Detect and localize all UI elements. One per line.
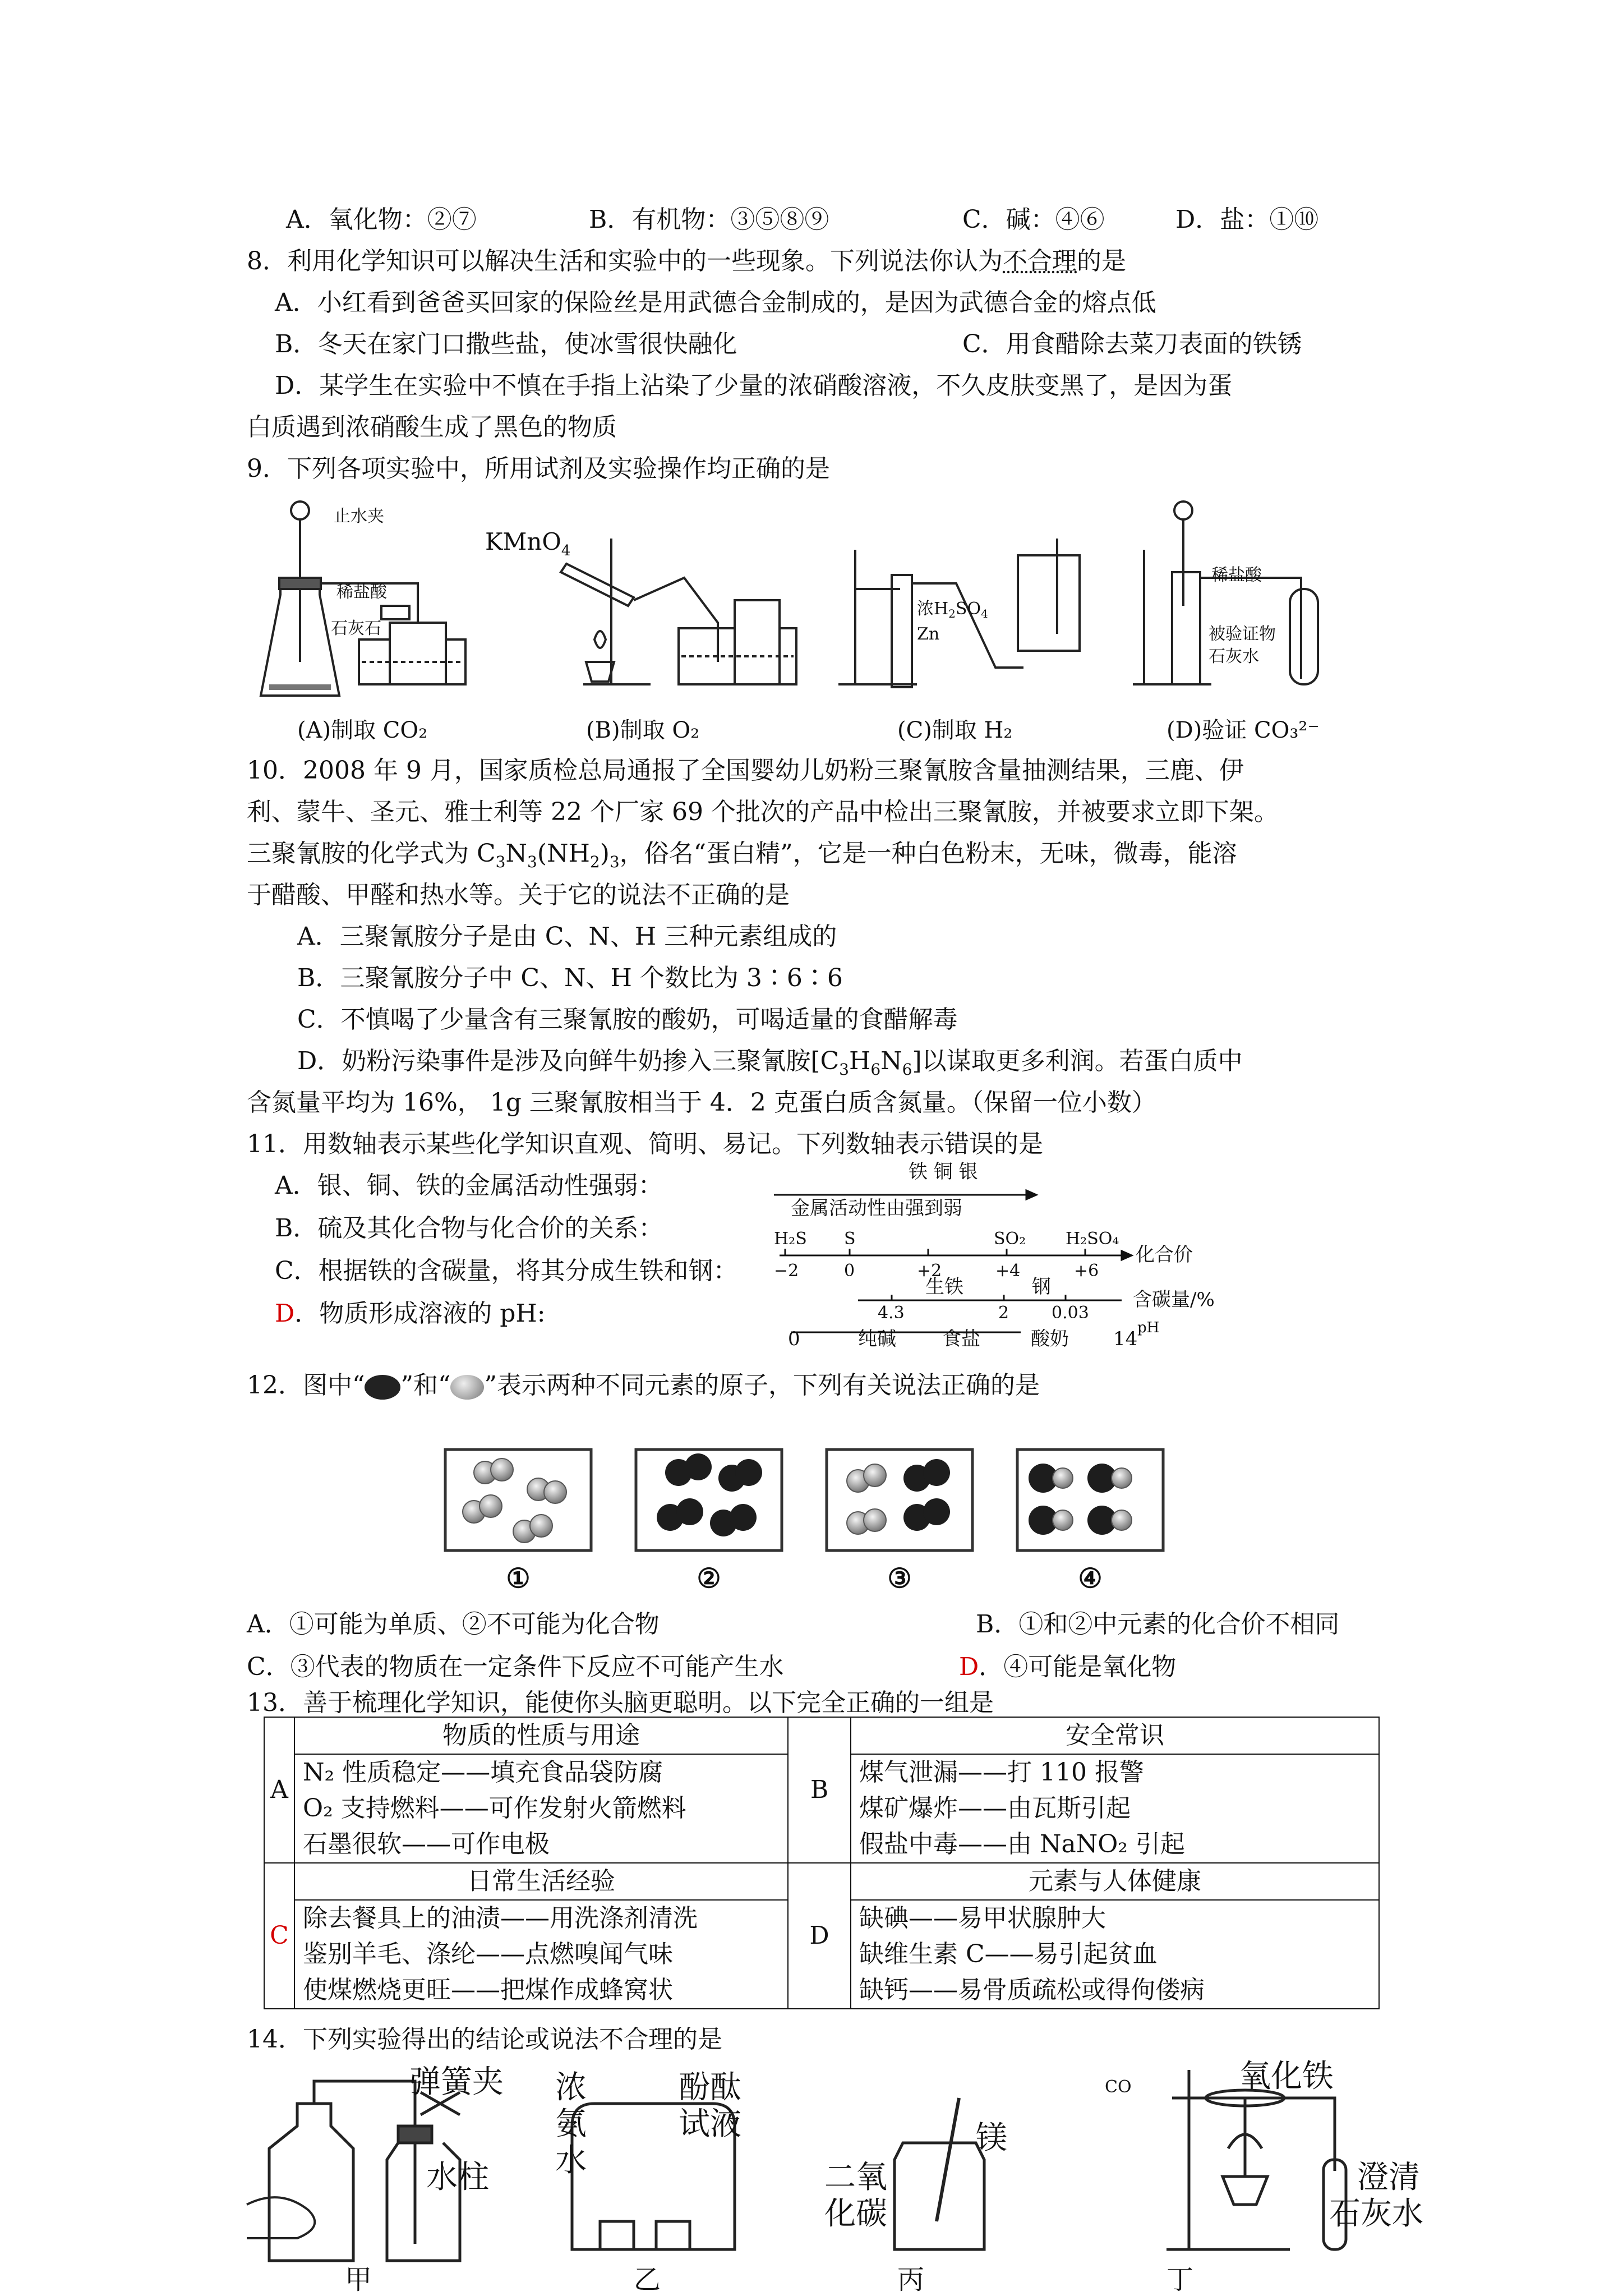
q14-stem: 14．下列实验得出的结论或说法不合理的是 [247,2025,722,2054]
q13-knowledge-table [264,1717,1380,2009]
label-ammonia-2: 氨 [555,2106,587,2142]
q12-option-d: D．④可能是氧化物 [959,1653,1177,1681]
label-acid: 稀盐酸 [336,582,387,602]
label-limestone: 石灰石 [331,619,381,638]
axis-b-value-2: +2 [917,1261,942,1281]
axis-b-label: 化合价 [1136,1244,1193,1266]
q12-stem: 12．图中“ ”和“ ”表示两种不同元素的原子，下列有关说法正确的是 [247,1371,1040,1400]
label-co2-1: 二氧 [824,2159,887,2196]
q14-experiment-figure [247,2058,1423,2295]
axis-d-item-2: 酸奶 [1031,1328,1069,1350]
axis-d-item-1: 食盐 [942,1328,980,1350]
q11-stem: 11．用数轴表示某些化学知识直观、简明、易记。下列数轴表示错误的是 [247,1130,1043,1158]
q10-option-a: A．三聚氰胺分子是由 C、N、H 三种元素组成的 [297,922,837,951]
q13-cell-b: 煤气泄漏——打 110 报警 煤矿爆炸——由瓦斯引起 假盐中毒——由 NaNO₂ 引起 [851,1754,1379,1863]
label-phenol-1: 酚酞 [679,2069,741,2106]
axis-b-species-0: H₂S [774,1229,807,1249]
axis-c-top2: 钢 [1032,1276,1051,1298]
axis-c-value-0: 4.3 [878,1303,905,1323]
q8-option-c: C．用食醋除去菜刀表面的铁锈 [962,330,1302,358]
label-co2-2: 化碳 [824,2196,887,2232]
box-label-2: ② [697,1563,721,1594]
q13-head-c: 日常生活经验 [294,1863,788,1900]
q8-option-b: B．冬天在家门口撒些盐，使冰雪很快融化 [275,330,737,358]
q7-option-d: D．盐：①⑩ [1175,205,1319,234]
q13-label-b: B [788,1717,851,1863]
axis-c-value-1: 2 [998,1303,1009,1323]
q12-option-c: C．③代表的物质在一定条件下反应不可能产生水 [247,1653,784,1681]
label-lime-2: 石灰水 [1329,2196,1423,2232]
axis-d-start: 0 [788,1328,800,1350]
q7-option-a: A．氧化物：②⑦ [286,205,477,234]
q11-option-c: C．根据铁的含碳量，将其分成生铁和钢： [275,1257,738,1285]
q8-stem-underlined: 不合理 [1003,247,1077,275]
label-conc-h2so4: 浓$H_2SO_4$ [917,599,988,620]
q10-option-c: C．不慎喝了少量含有三聚氰胺的酸奶，可喝适量的食醋解毒 [297,1005,958,1034]
q11-option-d-letter: D [275,1299,295,1328]
axis-d-end: 14 [1113,1328,1138,1350]
label-phenol-2: 试液 [679,2106,741,2142]
q8-stem-suffix: 的是 [1077,247,1126,275]
axis-b-value-4: +6 [1074,1261,1099,1281]
axis-c-value-2: 0.03 [1052,1303,1089,1323]
q13-head-d: 元素与人体健康 [851,1863,1379,1900]
q10-line3: 三聚氰胺的化学式为 $C_3N_3(NH_2)_3$，俗名“蛋白精”，它是一种白色粉末，无味，微毒，能溶 [247,839,1237,871]
experiment-bing [895,2098,984,2249]
q8-stem-prefix: 8．利用化学知识可以解决生活和实验中的一些现象。下列说法你认为 [247,247,1003,275]
label-sample: 被验证物 [1209,624,1276,644]
caption-ding: 丁 [1166,2264,1194,2295]
q9-caption-c: (C)制取 H₂ [897,717,1013,743]
q12-option-a: A．①可能为单质、②不可能为化合物 [247,1610,660,1639]
q12-option-d-letter: D [959,1653,979,1681]
axis-d-item-0: 纯碱 [858,1328,896,1350]
label-lime-1: 澄清 [1357,2159,1420,2196]
caption-yi: 乙 [634,2264,661,2295]
q10-option-d-line2: 含氮量平均为 16%， 1g 三聚氰胺相当于 4．2 克蛋白质含氮量。（保留一位小数） [247,1088,1156,1117]
q12-option-b: B．①和②中元素的化合价不相同 [976,1610,1340,1639]
q10-option-b: B．三聚氰胺分子中 C、N、H 个数比为 3∶6∶6 [297,964,843,992]
q7-option-c: C．碱：④⑥ [962,205,1105,234]
q13-cell-c: 除去餐具上的油渍——用洗涤剂清洗 鉴别羊毛、涤纶——点燃嗅闻气味 使煤燃烧更旺——把煤作成蜂窝状 [294,1900,788,2009]
axis-b-value-1: 0 [844,1261,855,1281]
label-fe2o3: 氧化铁 [1239,2058,1334,2095]
axis-b-species-3: H₂SO₄ [1066,1229,1119,1249]
axis-a-top: 铁 铜 银 [909,1161,978,1183]
q9-stem: 9．下列各项实验中，所用试剂及实验操作均正确的是 [247,454,830,483]
q8-option-d-line2: 白质遇到浓硝酸生成了黑色的物质 [247,413,617,441]
label-clamp: 止水夹 [334,507,384,526]
q10-line4: 于醋酸、甲醛和热水等。关于它的说法不正确的是 [247,881,790,909]
box-label-1: ① [506,1563,531,1594]
q7-option-b: B．有机物：③⑤⑧⑨ [589,205,829,234]
label-acid-d: 稀盐酸 [1211,565,1262,585]
axis-b-species-2: SO₂ [994,1229,1026,1249]
grey-atom-icon [450,1375,484,1400]
q8-option-d-line1: D．某学生在实验中不慎在手指上沾染了少量的浓硝酸溶液，不久皮肤变黑了，是因为蛋 [275,371,1233,400]
label-limewater: 石灰水 [1209,647,1259,666]
axis-a-bottom: 金属活动性由强到弱 [791,1197,962,1220]
q13-label-d: D [788,1863,851,2009]
label-mg: 镁 [976,2120,1007,2156]
q11-number-lines [774,1150,1256,1350]
label-ammonia-3: 水 [555,2142,587,2179]
q10-line2: 利、蒙牛、圣元、雅士利等 22 个厂家 69 个批次的产品中检出三聚氰胺，并被要求立即下架。 [247,798,1279,826]
q12-molecule-boxes [443,1447,1183,1604]
q13-cell-a: N₂ 性质稳定——填充食品袋防腐 O₂ 支持燃料——可作发射火箭燃料 石墨很软——可作电极 [294,1754,788,1863]
q13-head-b: 安全常识 [851,1717,1379,1754]
q13-stem: 13．善于梳理化学知识，能使你头脑更聪明。以下完全正确的一组是 [247,1688,994,1717]
axis-c-top1: 生铁 [925,1276,963,1298]
q9-caption-a: (A)制取 CO₂ [297,717,428,743]
q11-option-b: B．硫及其化合物与化合价的关系： [275,1214,663,1243]
axis-b-value-3: +4 [995,1261,1021,1281]
label-zn: Zn [917,624,940,644]
caption-jia: 甲 [345,2264,372,2295]
axis-b-value-0: −2 [774,1261,799,1281]
box-label-3: ③ [887,1563,912,1594]
experiment-ding [1166,2070,1346,2249]
label-water-column: 水柱 [426,2159,489,2196]
axis-b-species-1: S [844,1229,856,1249]
q9-caption-b: (B)制取 O₂ [586,717,700,743]
axis-c-label: 含碳量/% [1133,1289,1215,1311]
q13-head-a: 物质的性质与用途 [294,1717,788,1754]
q13-label-a: A [264,1717,294,1863]
q10-line1: 10．2008 年 9 月，国家质检总局通报了全国婴幼儿奶粉三聚氰胺含量抽测结果，三鹿、伊 [247,756,1244,785]
label-spring-clamp: 弹簧夹 [409,2064,504,2100]
q8-stem [247,245,1126,278]
q8-option-a: A．小红看到爸爸买回家的保险丝是用武德合金制成的，是因为武德合金的熔点低 [275,288,1156,317]
q11-option-a: A．银、铜、铁的金属活动性强弱： [275,1171,663,1200]
axis-d-label: pH [1137,1319,1160,1336]
label-ammonia-1: 浓 [555,2069,587,2106]
black-atom-icon [365,1375,400,1400]
q13-cell-d: 缺碘——易甲状腺肿大 缺维生素 C——易引起贫血 缺钙——易骨质疏松或得佝偻病 [851,1900,1379,2009]
apparatus-b-o2 [561,539,796,684]
q9-caption-d: (D)验证 CO₃²⁻ [1166,717,1320,743]
q11-option-d: D．物质形成溶液的 pH: [275,1299,546,1328]
q13-label-c: C [264,1863,294,2009]
caption-bing: 丙 [897,2264,925,2295]
label-kmno4: KMnO$_4$ [485,528,571,559]
q10-option-d-line1: D．奶粉污染事件是涉及向鲜牛奶掺入三聚氰胺$[C_3H_6N_6]$以谋取更多利润。若蛋白质中 [297,1047,1243,1079]
box-label-4: ④ [1078,1563,1103,1594]
label-co: CO [1105,2077,1132,2097]
